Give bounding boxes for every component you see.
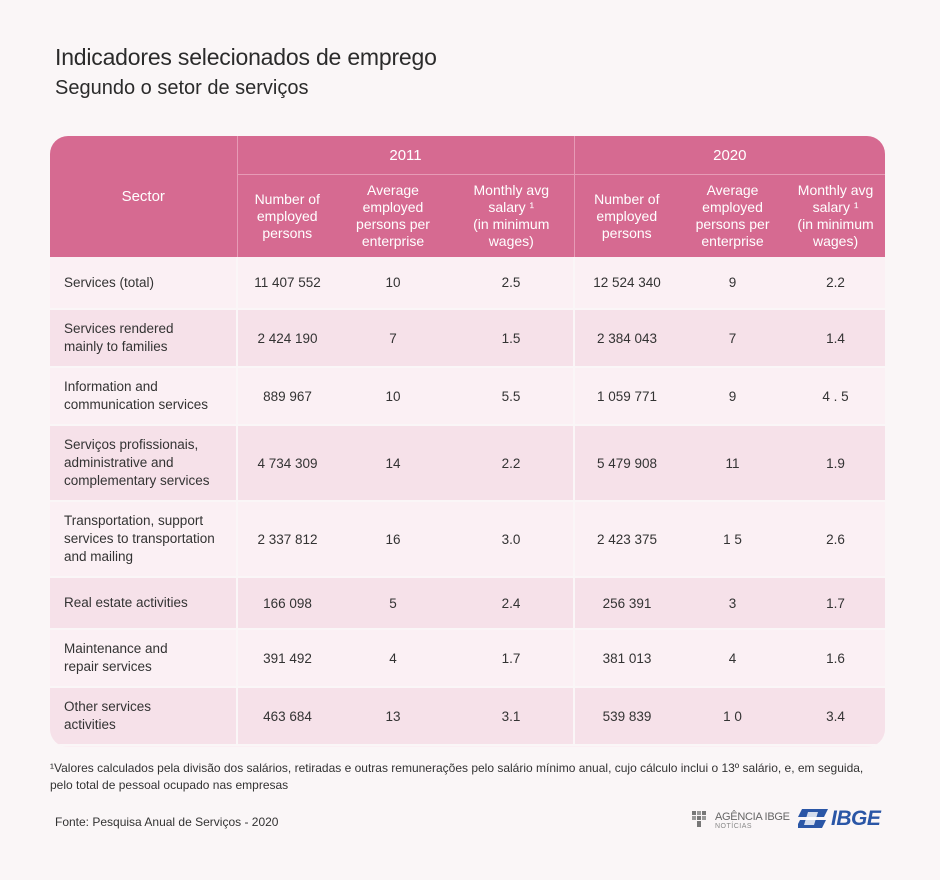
employed-2020-cell: 2 384 043 — [574, 309, 679, 367]
average-2011-cell: 13 — [337, 687, 449, 745]
sector-cell — [50, 309, 237, 367]
employed-2011-cell: 391 492 — [237, 629, 337, 687]
header-label-line: employed — [702, 199, 763, 215]
sector-cell — [50, 367, 237, 425]
sector-cell — [50, 687, 237, 745]
table-header — [50, 136, 885, 257]
average-2011-cell: 10 — [337, 257, 449, 309]
employed-2011-cell: 11 407 552 — [237, 257, 337, 309]
header-label-line: persons per — [695, 216, 770, 232]
average-2020-cell: 1 0 — [679, 687, 786, 745]
employed-2011-cell: 166 098 — [237, 577, 337, 629]
average-2011-cell: 4 — [337, 629, 449, 687]
table-row — [50, 687, 885, 745]
header-label-line: wages) — [812, 233, 859, 249]
employed-2020-cell: 12 524 340 — [574, 257, 679, 309]
average-2011-cell: 16 — [337, 501, 449, 577]
header-label-line: (in minimum — [473, 216, 550, 232]
ibge-mark-icon — [798, 807, 830, 831]
table-body — [50, 257, 885, 745]
average-2011-cell: 5 — [337, 577, 449, 629]
table-row — [50, 629, 885, 687]
salary-2011-cell: 2.5 — [449, 257, 574, 309]
logos — [690, 805, 890, 835]
salary-2020-cell: 2.6 — [786, 501, 885, 577]
salary-2011-cell: 3.1 — [449, 687, 574, 745]
salary-2020-cell: 4 . 5 — [786, 367, 885, 425]
header-label-line: employed — [362, 199, 424, 215]
header-label-line: salary ¹ — [812, 199, 859, 215]
average-2020-cell: 9 — [679, 257, 786, 309]
page-title: Indicadores selecionados de emprego — [55, 44, 437, 70]
year-2011-header: 2011 — [237, 136, 574, 175]
sector-cell — [50, 629, 237, 687]
average-2011-cell: 14 — [337, 425, 449, 501]
employment-table-container — [50, 136, 885, 747]
agencia-ibge-logo — [690, 807, 790, 833]
table-row — [50, 367, 885, 425]
salary-2020-cell: 1.9 — [786, 425, 885, 501]
average-2020-cell: 11 — [679, 425, 786, 501]
sector-label-line: Transportation, support — [64, 513, 204, 528]
employed-2011-cell: 2 337 812 — [237, 501, 337, 577]
header-label-line: (in minimum — [797, 216, 874, 232]
sector-label-line: Maintenance and — [64, 641, 168, 656]
header-label-line: employed — [256, 207, 318, 224]
monthly-salary-2011-header — [449, 175, 574, 258]
average-2011-cell: 10 — [337, 367, 449, 425]
sector-label-line: complementary services — [64, 473, 210, 488]
agencia-logo-subtext: NOTÍCIAS — [715, 823, 753, 830]
sector-label-line: Services (total) — [64, 274, 155, 290]
sector-label-line: repair services — [64, 659, 152, 674]
salary-2011-cell: 1.7 — [449, 629, 574, 687]
salary-2011-cell: 2.2 — [449, 425, 574, 501]
salary-2020-cell: 1.7 — [786, 577, 885, 629]
header-label-line: enterprise — [361, 233, 425, 249]
table-row — [50, 309, 885, 367]
employed-2011-cell: 463 684 — [237, 687, 337, 745]
sector-cell — [50, 577, 237, 629]
average-persons-2020-header — [679, 175, 786, 258]
header-label-line: Monthly avg — [473, 182, 549, 198]
ibge-logo-text: IBGE — [831, 807, 881, 830]
table-row — [50, 425, 885, 501]
sector-label-line: Other services — [64, 699, 152, 714]
average-2020-cell: 9 — [679, 367, 786, 425]
sector-label-line: Real estate activities — [64, 595, 188, 610]
header-label-line: enterprise — [701, 233, 764, 249]
agencia-mark-icon — [690, 807, 712, 831]
header-label-line: persons — [262, 224, 313, 241]
agencia-logo-text: AGÊNCIA IBGE — [715, 811, 790, 823]
sector-label-line: mainly to families — [64, 339, 168, 354]
employment-table — [50, 136, 885, 746]
average-2020-cell: 1 5 — [679, 501, 786, 577]
employed-2020-cell: 256 391 — [574, 577, 679, 629]
sector-label-line: activities — [64, 717, 116, 732]
ibge-logo — [798, 807, 890, 833]
salary-2011-cell: 5.5 — [449, 367, 574, 425]
average-2020-cell: 3 — [679, 577, 786, 629]
sector-label-line: Services rendered — [64, 321, 174, 336]
salary-2011-cell: 2.4 — [449, 577, 574, 629]
salary-2011-cell: 1.5 — [449, 309, 574, 367]
source-note: Fonte: Pesquisa Anual de Serviços - 2020 — [55, 815, 279, 829]
header-label-line: persons per — [356, 216, 430, 232]
average-2020-cell: 7 — [679, 309, 786, 367]
table-row — [50, 257, 885, 309]
sector-label-line: Information and — [64, 379, 158, 394]
sector-label-line: Serviços profissionais, — [64, 437, 199, 452]
average-2011-cell: 7 — [337, 309, 449, 367]
header-label-line: Monthly avg — [797, 182, 874, 198]
sector-label-line: administrative and — [64, 455, 174, 470]
header-label-line: Number of — [254, 190, 320, 207]
page-subtitle: Segundo o setor de serviços — [55, 77, 309, 99]
sector-cell — [50, 257, 237, 309]
average-persons-2011-header — [337, 175, 449, 258]
employed-2011-cell: 889 967 — [237, 367, 337, 425]
table-row — [50, 577, 885, 629]
header-label-line: Number of — [594, 190, 660, 207]
sector-label-line: communication services — [64, 397, 209, 412]
employed-persons-2011-header — [237, 175, 337, 258]
salary-2011-cell: 3.0 — [449, 501, 574, 577]
sector-label-line: services to transportation — [64, 531, 215, 546]
employed-2020-cell: 539 839 — [574, 687, 679, 745]
sector-column-header: Sector — [50, 136, 237, 257]
employed-2020-cell: 2 423 375 — [574, 501, 679, 577]
employed-2011-cell: 4 734 309 — [237, 425, 337, 501]
sector-label-line: and mailing — [64, 549, 134, 564]
employed-2020-cell: 1 059 771 — [574, 367, 679, 425]
employed-persons-2020-header — [574, 175, 679, 258]
header-label-line: salary ¹ — [488, 199, 535, 215]
table-row — [50, 501, 885, 577]
employed-2011-cell: 2 424 190 — [237, 309, 337, 367]
monthly-salary-2020-header — [786, 175, 885, 258]
header-label-line: Average — [367, 182, 419, 198]
salary-2020-cell: 1.6 — [786, 629, 885, 687]
header-label-line: Average — [706, 182, 759, 198]
header-label-line: persons — [601, 224, 652, 241]
header-label-line: employed — [596, 207, 658, 224]
average-2020-cell: 4 — [679, 629, 786, 687]
year-2020-header: 2020 — [574, 136, 885, 175]
sector-cell — [50, 501, 237, 577]
employed-2020-cell: 5 479 908 — [574, 425, 679, 501]
footnote: ¹Valores calculados pela divisão dos salários, retiradas e outras remunerações pelo salário mínimo anual, cujo cálculo inclui o 13º salário, e, em seguida, pelo total de pessoal ocupado nas empresas — [50, 761, 864, 792]
salary-2020-cell: 2.2 — [786, 257, 885, 309]
employed-2020-cell: 381 013 — [574, 629, 679, 687]
header-label-line: wages) — [488, 233, 534, 249]
sector-cell — [50, 425, 237, 501]
salary-2020-cell: 3.4 — [786, 687, 885, 745]
salary-2020-cell: 1.4 — [786, 309, 885, 367]
